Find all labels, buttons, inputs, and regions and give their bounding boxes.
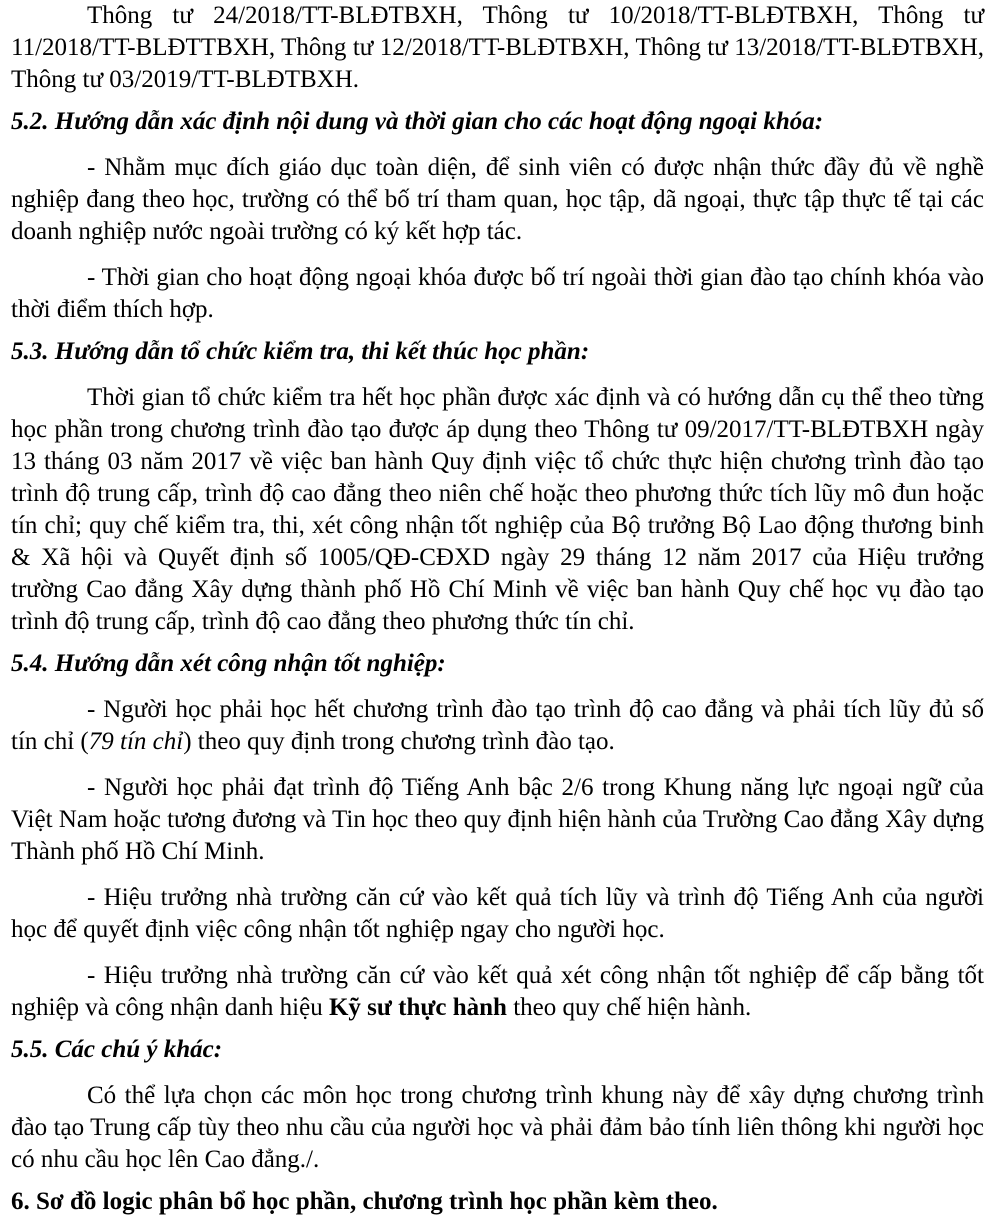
section-5-3-heading: 5.3. Hướng dẫn tổ chức kiểm tra, thi kết thúc học phần: [11,338,590,365]
intro-paragraph: Thông tư 24/2018/TT-BLĐTBXH, Thông tư 10/2018/TT-BLĐTBXH, Thông tư 11/2018/TT-BLĐTTBXH, Thông tư 12/2018/TT-BLĐTBXH, Thông tư 13/2018/TT-BLĐTBXH, Thông tư 03/2019/TT-BLĐTBXH. [11,2,984,93]
section-5-3-paragraph-1: Thời gian tổ chức kiểm tra hết học phần được xác định và có hướng dẫn cụ thể theo từng học phần trong chương trình đào tạo được áp dụng theo Thông tư 09/2017/TT-BLĐTBXH ngày 13 tháng 03 năm 2017 về việc ban hành Quy định việc tổ chức thực hiện chương trình đào tạo trình độ trung cấp, trình độ cao đẳng theo niên chế hoặc theo phương thức tích lũy mô đun hoặc tín chỉ; quy chế kiểm tra, thi, xét công nhận tốt nghiệp của Bộ trưởng Bộ Lao động thương binh & Xã hội và Quyết định số 1005/QĐ-CĐXD ngày 29 tháng 12 năm 2017 của Hiệu trưởng trường Cao đẳng Xây dựng thành phố Hồ Chí Minh về việc ban hành Quy chế học vụ đào tạo trình độ trung cấp, trình độ cao đẳng theo phương thức tín chỉ. [11,384,984,635]
section-5-2-heading: 5.2. Hướng dẫn xác định nội dung và thời gian cho các hoạt động ngoại khóa: [11,108,824,135]
credit-text-after: ) theo quy định trong chương trình đào tạo. [183,728,615,755]
section-5-4-paragraph-3: - Hiệu trưởng nhà trường căn cứ vào kết quả tích lũy và trình độ Tiếng Anh của người học để quyết định việc công nhận tốt nghiệp ngay cho người học. [11,884,984,943]
section-5-5-paragraph-1: Có thể lựa chọn các môn học trong chương trình khung này để xây dựng chương trình đào tạo Trung cấp tùy theo nhu cầu của người học và phải đảm bảo tính liên thông khi người học có nhu cầu học lên Cao đẳng./. [11,1082,984,1173]
section-5-4-paragraph-4 [11,960,984,1024]
title-text-before: - Hiệu trưởng nhà trường căn cứ vào kết quả xét công nhận tốt nghiệp để cấp bằng tốt nghiệp và công nhận danh hiệu [11,962,984,1021]
section-5-4-heading: 5.4. Hướng dẫn xét công nhận tốt nghiệp: [11,650,446,677]
credit-text-before: - Người học phải học hết chương trình đào tạo trình độ cao đẳng và phải tích lũy đủ số tín chỉ ( [11,696,984,755]
section-5-2-paragraph-2: - Thời gian cho hoạt động ngoại khóa được bố trí ngoài thời gian đào tạo chính khóa vào thời điểm thích hợp. [11,264,984,323]
degree-title: Kỹ sư thực hành [328,994,507,1021]
section-5-2-paragraph-1: - Nhằm mục đích giáo dục toàn diện, để sinh viên có được nhận thức đầy đủ về nghề nghiệp đang theo học, trường có thể bố trí tham quan, học tập, dã ngoại, thực tập thực tế tại các doanh nghiệp nước ngoài trường có ký kết hợp tác. [11,154,984,245]
section-6-heading: 6. Sơ đồ logic phân bổ học phần, chương trình học phần kèm theo. [11,1188,718,1215]
title-text-after: theo quy chế hiện hành. [506,994,752,1021]
section-5-5-heading: 5.5. Các chú ý khác: [11,1036,223,1063]
section-5-4-paragraph-1 [11,694,984,758]
section-5-4-paragraph-2: - Người học phải đạt trình độ Tiếng Anh bậc 2/6 trong Khung năng lực ngoại ngữ của Việt Nam hoặc tương đương và Tin học theo quy định hiện hành của Trường Cao đẳng Xây dựng Thành phố Hồ Chí Minh. [11,774,984,865]
credit-count: 79 tín chỉ [88,728,184,755]
